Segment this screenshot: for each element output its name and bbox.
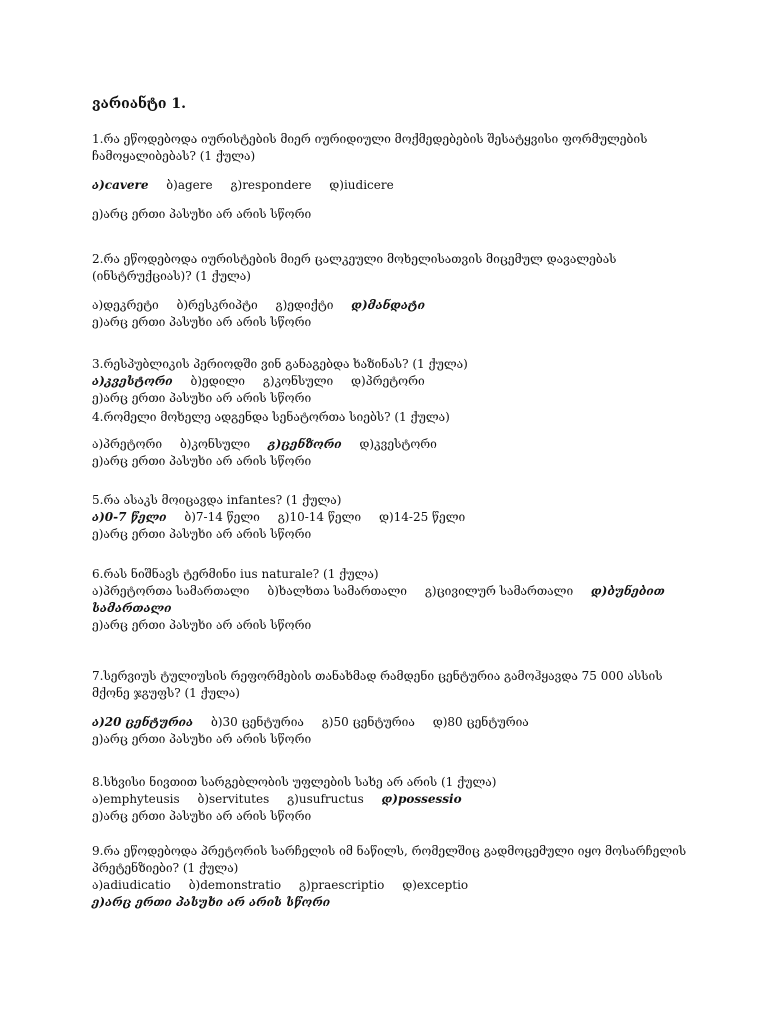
question-2 (92, 251, 692, 331)
option-g: გ)კონსული (262, 374, 334, 388)
question-text: 6.რას ნიშნავს ტერმინი ius naturale? (1 ქულა) (92, 567, 379, 581)
question-options (92, 509, 692, 526)
question-options (92, 714, 692, 731)
question-options (92, 177, 692, 194)
option-e: ე)არც ერთი პასუხი არ არის სწორი (92, 895, 331, 909)
option-e: ე)არც ერთი პასუხი არ არის სწორი (92, 527, 312, 541)
question-options (92, 877, 692, 894)
option-d: დ)კვესტორი (359, 437, 437, 451)
question-text: 8.სხვისი ნივთით სარგებლობის უფლების სახე არ არის (1 ქულა) (92, 775, 497, 789)
question-3 (92, 356, 692, 407)
option-a: ა)cavere (92, 178, 149, 192)
option-e: ე)არც ერთი პასუხი არ არის სწორი (92, 618, 312, 632)
option-b: ბ)agere (166, 178, 213, 192)
option-g: გ)usufructus (287, 792, 364, 806)
question-8 (92, 774, 692, 825)
option-d: დ)ბუნებით სამართალი (92, 584, 665, 615)
question-text: 7.სერვიუს ტულიუსის რეფორმების თანახმად რამდენი ცენტურია გამოჰყავდა 75 000 ასსის მქონე ჯგუფს? (1 ქულა) (92, 669, 663, 700)
question-options (92, 297, 692, 314)
option-b: ბ)servitutes (197, 792, 270, 806)
question-text: 2.რა ეწოდებოდა იურისტების მიერ ცალკეული მოხელისათვის მიცემულ დავალებას (ინსტრუქციას)? (1 ქულა) (92, 252, 617, 283)
option-g: გ)ცივილურ სამართალი (424, 584, 574, 598)
option-d: დ)პრეტორი (351, 374, 425, 388)
question-9 (92, 843, 692, 911)
option-g: გ)ედიქტი (275, 298, 334, 312)
option-d: დ)80 ცენტურია (432, 715, 529, 729)
option-e: ე)არც ერთი პასუხი არ არის სწორი (92, 809, 312, 823)
option-b: ბ)ედილი (190, 374, 245, 388)
option-a: ა)პრეტორი (92, 437, 163, 451)
question-6 (92, 566, 692, 634)
question-options (92, 583, 692, 617)
question-options (92, 436, 692, 453)
option-d: დ)14-25 წელი (378, 510, 466, 524)
option-g: გ)respondere (230, 178, 312, 192)
question-4 (92, 409, 692, 470)
page-title: ვარიანტი 1. (92, 96, 187, 112)
option-a: ა)დეკრეტი (92, 298, 159, 312)
question-text: 4.რომელი მოხელე ადგენდა სენატორთა სიებს? (1 ქულა) (92, 410, 450, 424)
question-text: 1.რა ეწოდებოდა იურისტების მიერ იურიდიული მოქმედებების შესატყვისი ფორმულების ჩამოყალიბებას? (1 ქულა) (92, 132, 648, 163)
option-a: ა)adiudicatio (92, 878, 171, 892)
question-options (92, 791, 692, 808)
option-b: ბ)რესკრიპტი (176, 298, 258, 312)
question-1 (92, 131, 692, 223)
option-g: გ)10-14 წელი (277, 510, 362, 524)
option-g: გ)ცენზორი (267, 437, 342, 451)
question-text: 5.რა ასაკს მოიცავდა infantes? (1 ქულა) (92, 493, 342, 507)
option-a: ა)პრეტორთა სამართალი (92, 584, 250, 598)
option-b: ბ)კონსული (179, 437, 251, 451)
option-d: დ)iudicere (329, 178, 394, 192)
option-g: გ)praescriptio (298, 878, 385, 892)
option-d: დ)possessio (381, 792, 462, 806)
option-g: გ)50 ცენტურია (321, 715, 415, 729)
question-5 (92, 492, 692, 543)
option-a: ა)0-7 წელი (92, 510, 167, 524)
option-b: ბ)demonstratio (188, 878, 282, 892)
option-b: ბ)7-14 წელი (184, 510, 260, 524)
question-text: 9.რა ეწოდებოდა პრეტორის სარჩელის იმ ნაწილს, რომელშიც გადმოცემული იყო მოსარჩელის პრეტენზიები? (1 ქულა) (92, 844, 687, 875)
question-7 (92, 668, 692, 748)
option-b: ბ)ხალხთა სამართალი (267, 584, 407, 598)
option-e: ე)არც ერთი პასუხი არ არის სწორი (92, 207, 312, 221)
option-a: ა)კვესტორი (92, 374, 173, 388)
option-a: ა)20 ცენტურია (92, 715, 194, 729)
option-e: ე)არც ერთი პასუხი არ არის სწორი (92, 732, 312, 746)
option-b: ბ)30 ცენტურია (210, 715, 304, 729)
option-e: ე)არც ერთი პასუხი არ არის სწორი (92, 391, 312, 405)
question-options (92, 373, 692, 390)
option-d: დ)exceptio (402, 878, 469, 892)
option-d: დ)მანდატი (351, 298, 426, 312)
option-a: ა)emphyteusis (92, 792, 180, 806)
question-text: 3.რესპუბლიკის პერიოდში ვინ განაგებდა ხაზინას? (1 ქულა) (92, 357, 468, 371)
option-e: ე)არც ერთი პასუხი არ არის სწორი (92, 315, 312, 329)
option-e: ე)არც ერთი პასუხი არ არის სწორი (92, 454, 312, 468)
